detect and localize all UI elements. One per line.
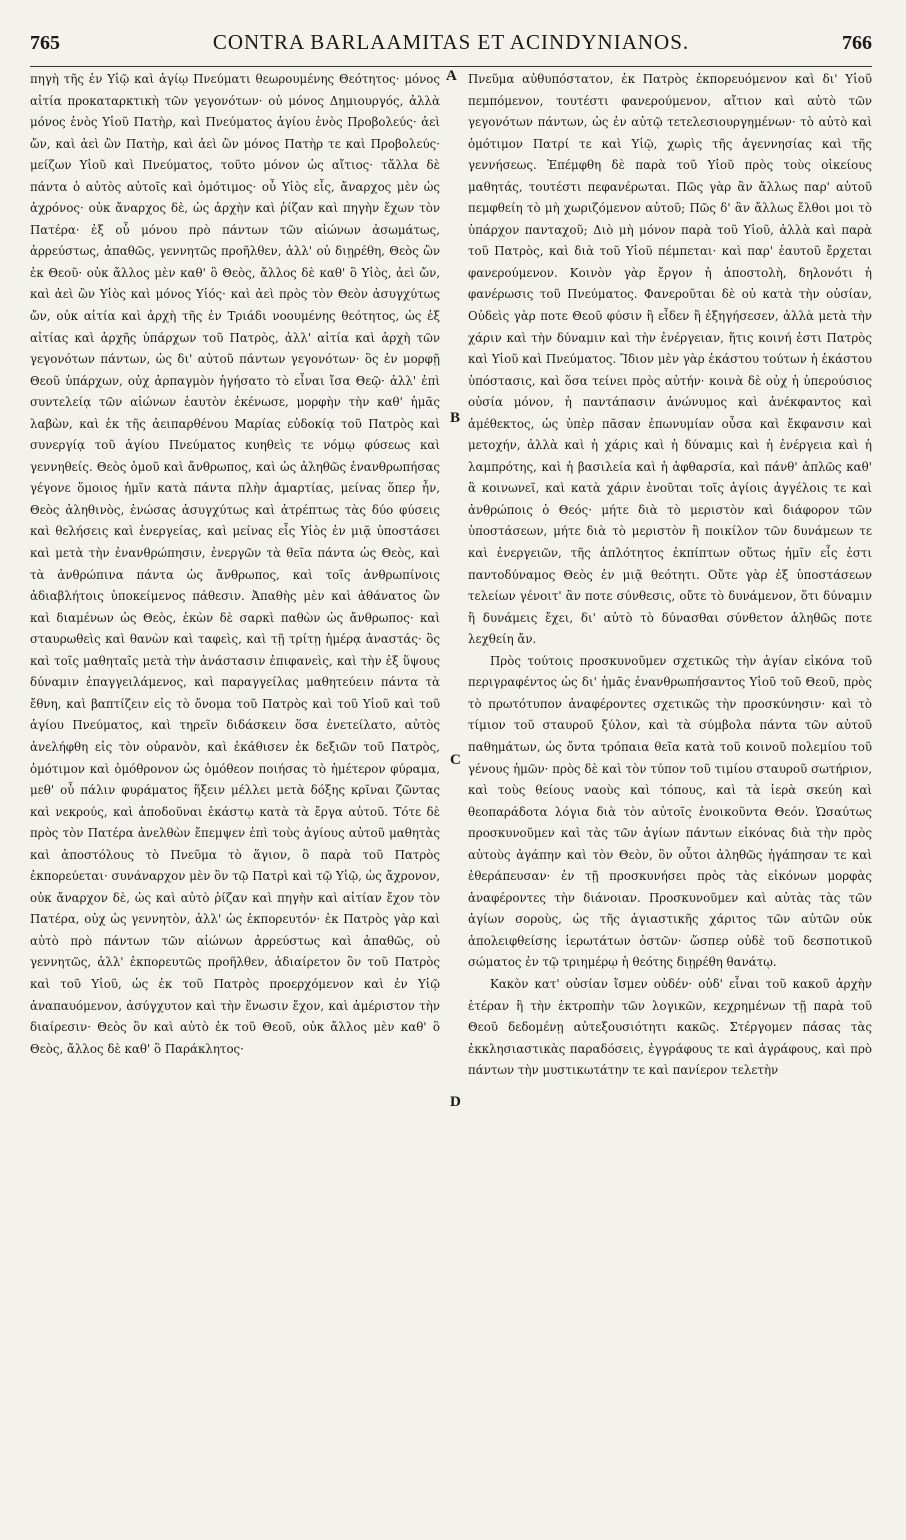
margin-mark-a: A	[446, 68, 457, 84]
left-paragraph-1: πηγὴ τῆς ἐν Υἱῷ καὶ ἁγίῳ Πνεύματι θεωρουμένης Θεότητος· μόνος αἰτία προκαταρκτικὴ τῶν γεγονότων· οὐ μόνος Δημιουργός, ἀλλὰ μόνος ἑνὸς Υἱοῦ Πατὴρ, καὶ Πνεύματος ἁγίου ἑνὸς Προβολεύς· ἀεὶ ὤν, καὶ ἀεὶ ὢν Πατὴρ, καὶ ἀεὶ ὢν μόνος Πατὴρ τε καὶ Προβολεύς· μείζων Υἱοῦ καὶ Πνεύματος, τοῦτο μόνον ὡς αἴτιος· τἄλλα δὲ πάντα ὁ αὐτὸς αὐτοῖς καὶ ὁμότιμος· οὗ Υἱὸς εἷς, ἄναρχος μὲν ὡς ἀχρόνος· οὐκ ἄναρχος δὲ, ὡς ἀρχὴν καὶ ῥίζαν καὶ πηγὴν ἔχων τὸν Πατέρα· ἐξ οὗ μόνου πρὸ πάντων τῶν αἰώνων ἀσωμάτως, ἀρρεύστως, ἀπαθῶς, γεννητῶς προῆλθεν, ἀλλ' οὐ διῃρέθη, Θεὸς ὢν ἐκ Θεοῦ· οὐκ ἄλλος μὲν καθ' ὃ Θεὸς, ἄλλος δὲ καθ' ὃ Υἱὸς, ἀεὶ ὤν, καὶ ἀεὶ ὢν Υἱὸς καὶ μόνος Υἱός· καὶ ἀεὶ πρὸς τὸν Θεὸν ἀσυγχύτως ὤν, οὐκ αἰτία καὶ ἀρχὴ τῆς ἐν Τριάδι νοουμένης θεότητος, ὡς ἐξ αἰτίας καὶ ἀρχῆς ὑπάρχων τοῦ Πατρὸς, ἀλλ' αἰτία καὶ ἀρχὴ τῶν γεγονότων πάντων, ὡς δι' αὐτοῦ πάντων γεγονότων· ὃς ἐν μορφῇ Θεοῦ ὑπάρχων, οὐχ ἁρπαγμὸν ἡγήσατο τὸ εἶναι ἴσα Θεῷ· ἀλλ' ἐπὶ συντελείᾳ τῶν αἰώνων ἑαυτὸν ἐκένωσε, μορφὴν τὴν καθ' ἡμᾶς λαβὼν, καὶ ἐκ τῆς ἀειπαρθένου Μαρίας εὐδοκίᾳ τοῦ Πατρὸς καὶ συνεργίᾳ τοῦ ἁγίου Πνεύματος κυηθεὶς τε νόμῳ φύσεως καὶ γεννηθείς. Θεὸς ὁμοῦ καὶ ἄνθρωπος, καὶ ὡς ἀληθῶς ἐνανθρωπήσας γέγονε ὅμοιος ἡμῖν κατὰ πάντα πλὴν ἁμαρτίας, μείνας ὅπερ ἦν, Θεὸς ἀληθινὸς, ἑνώσας ἀσυγχύτως καὶ ἀτρέπτως τὰς δύο φύσεις καὶ θελήσεις καὶ ἐνεργείας, καὶ μείνας εἷς Υἱὸς ἐν μιᾷ ὑποστάσει καὶ μετὰ τὴν ἐνανθρώπησιν, ἐνεργῶν τὰ θεῖα πάντα ὡς Θεὸς, καὶ τὰ ἀνθρώπινα πάντα ὡς ἄνθρωπος, καὶ τοῖς ἀνθρωπίνοις ἀδιαβλήτοις ὑποκείμενος πάθεσιν. Ἀπαθὴς μὲν καὶ ἀθάνατος ὢν καὶ διαμένων ὡς Θεὸς, ἑκὼν δὲ σαρκὶ παθὼν ὡς ἄνθρωπος· καὶ σταυρωθεὶς καὶ θανὼν καὶ ταφεὶς, καὶ τῇ τρίτῃ ἡμέρᾳ ἀναστάς· ὃς καὶ τοῖς μαθηταῖς μετὰ τὴν ἀνάστασιν ἐπιφανεὶς, καὶ τὴν ἐξ ὕψους δύναμιν ἐπαγγειλάμενος, καὶ παραγγείλας μαθητεύειν πάντα τὰ ἔθνη, καὶ βαπτίζειν εἰς τὸ ὄνομα τοῦ Πατρὸς καὶ τοῦ Υἱοῦ καὶ τοῦ ἁγίου Πνεύματος, καὶ τηρεῖν διδάσκειν ὅσα ἐνετείλατο, αὐτὸς ἀνελήφθη εἰς τὸν οὐρανὸν, καὶ ἐκάθισεν ἐκ δεξιῶν τοῦ Πατρὸς, ὁμότιμον καὶ ὁμόθρονον ὡς ὁμόθεον ποιήσας τὸ ἡμέτερον φύραμα, μεθ' οὗ πάλιν φυράματος ἥξειν μέλλει μετὰ δόξης κρῖναι ζῶντας καὶ νεκρούς, καὶ ἀποδοῦναι ἑκάστῳ κατὰ τὰ ἔργα αὐτοῦ. Τότε δὲ πρὸς τὸν Πατέρα ἀνελθὼν ἔπεμψεν ἐπὶ τοὺς ἁγίους αὐτοῦ μαθητὰς καὶ ἀποστόλους τὸ Πνεῦμα τὸ ἅγιον, ὃ παρὰ τοῦ Πατρὸς ἐκπορεύεται· συνάναρχον μὲν ὂν τῷ Πατρὶ καὶ τῷ Υἱῷ, ὡς ἄχρονον, οὐκ ἄναρχον δὲ, ὡς καὶ αὐτὸ ῥίζαν καὶ πηγὴν καὶ αἰτίαν ἔχον τὸν Πατέρα, οὐχ ὡς γεννητὸν, ἀλλ' ὡς ἐκπορευτόν· ἐκ Πατρὸς γὰρ καὶ αὐτὸ πρὸ πάντων τῶν αἰώνων ἀρρεύστως καὶ ἀπαθῶς, οὐ γεννητῶς, ἀλλ' ἐκπορευτῶς προῆλθεν, ἀδιαίρετον ὂν τοῦ Πατρὸς καὶ τοῦ Υἱοῦ, ὡς ἐκ τοῦ Πατρὸς προερχόμενον καὶ ἐν Υἱῷ ἀναπαυόμενον, ἀσύγχυτον καὶ τὴν ἕνωσιν ἔχον, καὶ ἀμέριστον τὴν διαίρεσιν· Θεὸς ὂν καὶ αὐτὸ ἐκ τοῦ Θεοῦ, οὐκ ἄλλος μὲν καθ' ὃ Θεὸς, ἄλλος δὲ καθ' ὃ Παράκλητος·	[30, 72, 440, 1056]
left-column	[30, 69, 440, 1060]
margin-mark-b: B	[450, 410, 461, 426]
page-number-right: 766	[841, 32, 872, 54]
page-number-left: 765	[30, 32, 60, 54]
right-paragraph-2: Πρὸς τούτοις προσκυνοῦμεν σχετικῶς τὴν ἁγίαν εἰκόνα τοῦ περιγραφέντος ὡς δι' ἡμᾶς ἐνανθρωπήσαντος Υἱοῦ τοῦ Θεοῦ, πρὸς τὸ πρωτότυπον ἀναφέροντες σχετικῶς τὴν προσκύνησιν· καὶ τὸ τίμιον τοῦ σταυροῦ ξύλον, καὶ τὰ σύμβολα πάντα τῶν αὐτοῦ παθημάτων, ὡς ὄντα τρόπαια θεῖα κατὰ τοῦ κοινοῦ πολεμίου τοῦ γένους ἡμῶν· πρὸς δὲ καὶ τὸν τύπον τοῦ τιμίου σταυροῦ σωτήριον, καὶ τοὺς θείους ναοὺς καὶ τόπους, καὶ τὰ ἱερὰ σκεύη καὶ θεοπαράδοτα λόγια διὰ τὸν αὐτοῖς ἐνοικοῦντα Θεόν. Ὡσαύτως προσκυνοῦμεν καὶ τὰς τῶν ἁγίων πάντων εἰκόνας διὰ τὴν πρὸς αὐτοὺς ἀγάπην καὶ τὸν Θεὸν, ὃν οὗτοι ἀληθῶς ἠγάπησαν τε καὶ ἐθεράπευσαν· ἐν τῇ προσκυνήσει πρὸς τὰς εἰκόνων μορφὰς ἀναφέροντες τὴν διάνοιαν. Προσκυνοῦμεν καὶ αὐτὰς τὰς τῶν ἁγίων σοροὺς, ὡς τῆς ἁγιαστικῆς χάριτος τῶν αὐτῶν οὐκ ἀπολειφθείσης ἱερωτάτων ὀστῶν· ὥσπερ οὐδὲ τοῦ δεσποτικοῦ σώματος ἐν τῷ τριημέρῳ ἡ θεότης διῃρέθη θανάτῳ.	[468, 653, 872, 970]
margin-mark-c: C	[450, 752, 461, 768]
right-paragraph-1: Πνεῦμα αὐθυπόστατον, ἐκ Πατρὸς ἐκπορευόμενον καὶ δι' Υἱοῦ πεμπόμενον, τουτέστι φανερούμενον, αἴτιον καὶ αὐτὸ τῶν γεγονότων πάντων, ὡς ἐν αὐτῷ τετελεσιουργημένων· τὸ αὐτὸ καὶ ὁμότιμον Πατρί τε καὶ Υἱῷ, χωρὶς τῆς ἀγεννησίας καὶ τῆς γεννήσεως. Ἐπέμφθη δὲ παρὰ τοῦ Υἱοῦ πρὸς τοὺς οἰκείους μαθητάς, τουτέστι πεφανέρωται. Πῶς γὰρ ἂν ἄλλως παρ' αὐτοῦ πεμφθείη τὸ μὴ χωριζόμενον αὐτοῦ; Πῶς δ' ἂν ἄλλως ἔλθοι μοι τὸ ὑπάρχον πανταχοῦ; Διὸ μὴ μόνον παρὰ τοῦ Υἱοῦ, ἀλλὰ καὶ παρὰ τοῦ Πατρὸς, καὶ διὰ τοῦ Υἱοῦ πέμπεται· καὶ παρ' ἑαυτοῦ ἔρχεται φανερούμενον. Κοινὸν γὰρ ἔργον ἡ ἀποστολὴ, δηλονότι ἡ φανέρωσις τοῦ Πνεύματος. Φανεροῦται δὲ οὐ κατὰ τὴν οὐσίαν, Οὐδεὶς γὰρ ποτε Θεοῦ φύσιν ἢ εἶδεν ἢ ἐξηγήσεσεν, ἀλλὰ μετὰ τὴν χάριν καὶ τὴν δύναμιν καὶ τὴν ἐνέργειαν, ἥτις κοινή ἐστι Πατρὸς καὶ Υἱοῦ καὶ Πνεύματος. Ἴδιον μὲν γὰρ ἑκάστου τούτων ἡ ἑκάστου ὑπόστασις, καὶ ὅσα τείνει πρὸς αὐτήν· κοινὰ δὲ οὐχ ἡ ὑπερούσιος οὐσία μόνον, ἡ παντάπασιν ἀνώνυμος καὶ ἀνέκφαντος καὶ ἀμέθεκτος, ὡς ὑπὲρ πᾶσαν ἐπωνυμίαν οὖσα καὶ ἔκφανσιν καὶ μετοχήν, ἀλλὰ καὶ ἡ χάρις καὶ ἡ δύναμις καὶ ἡ ἐνέργεια καὶ ἡ λαμπρότης, καὶ ἡ βασιλεία καὶ ἡ ἀφθαρσία, καὶ πάνθ' ἁπλῶς καθ' ἃ κοινωνεῖ, καὶ κατὰ χάριν ἑνοῦται τοῖς ἁγίοις ἀγγέλοις τε καὶ ἀνθρώποις ὁ Θεός· μήτε διὰ τὸ μεριστὸν καὶ διάφορον τῶν ὑποστάσεων, μήτε διὰ τὸ μεριστὸν ἢ ποικίλον τῶν δυνάμεων τε καὶ ἐνεργειῶν, τῆς ἁπλότητος ἐκπίπτων οὕτως ἡμῖν εἷς ἐστι παντοδύναμος Θεὸς ἐν μιᾷ θεότητι. Οὔτε γὰρ ἐξ ὑποστάσεων τελείων γένοιτ' ἂν ποτε σύνθεσις, οὔτε τὸ δυνάμενον, ὅτι δύναμιν ἢ δυνάμεις ἔχει, δι' αὐτὸ τὸ δύνασθαι σύνθετον ἀληθῶς ποτε λεχθείη ἄν.	[468, 72, 872, 647]
margin-mark-d: D	[450, 1094, 461, 1110]
right-paragraph-3: Κακὸν κατ' οὐσίαν ἴσμεν οὐδέν· οὐδ' εἶναι τοῦ κακοῦ ἀρχὴν ἑτέραν ἢ τὴν ἐκτροπὴν τῶν λογικῶν, κεχρημένων τῇ παρὰ τοῦ Θεοῦ δεδομένῃ αὐτεξουσιότητι κακῶς. Στέργομεν πάσας τὰς ἐκκλησιαστικὰς παραδόσεις, ἐγγράφους τε καὶ ἀγράφους, καὶ πρὸ πάντων τὴν μυστικωτάτην τε καὶ πανίερον τελετὴν	[468, 976, 872, 1078]
running-title: CONTRA BARLAAMITAS ET ACINDYNIANOS.	[212, 30, 690, 54]
running-header	[30, 30, 872, 64]
header-rule	[30, 66, 872, 67]
right-column	[468, 69, 872, 1082]
